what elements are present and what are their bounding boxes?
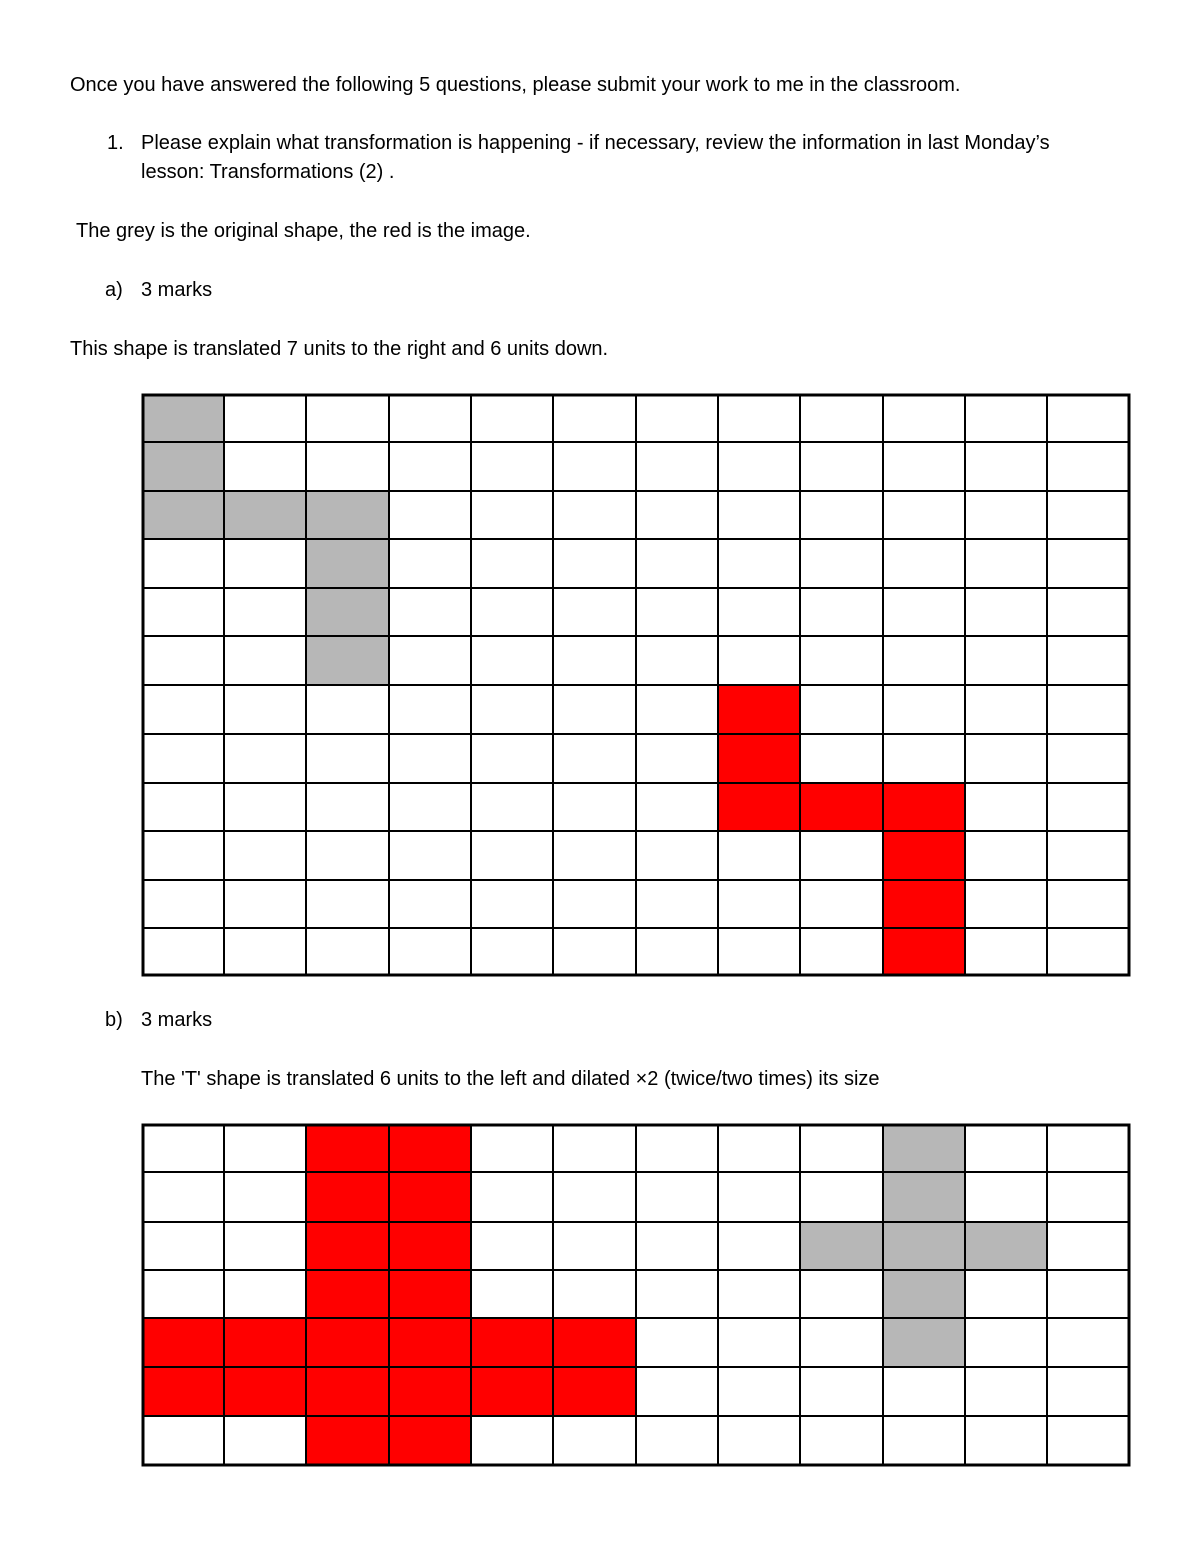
- grid-cell: [800, 928, 883, 975]
- grid-cell: [224, 685, 306, 734]
- grid-cell: [800, 395, 883, 442]
- grid-cell: [965, 1270, 1047, 1318]
- grid-cell: [306, 880, 389, 928]
- image-cell: [883, 928, 965, 975]
- grid-cell: [224, 588, 306, 636]
- grid-cell: [224, 734, 306, 783]
- grid-cell: [143, 1416, 224, 1465]
- grid-cell: [553, 1416, 636, 1465]
- grid-cell: [1047, 1318, 1129, 1367]
- grid-cell: [800, 442, 883, 491]
- grid-cell: [553, 539, 636, 588]
- grid-cell: [389, 442, 471, 491]
- grid-cell: [800, 1367, 883, 1416]
- grid-cell: [471, 880, 553, 928]
- grid-cell: [553, 783, 636, 831]
- grid-cell: [224, 1270, 306, 1318]
- original-cell: [143, 491, 224, 539]
- grid-cell: [471, 491, 553, 539]
- original-cell: [143, 395, 224, 442]
- image-cell: [389, 1367, 471, 1416]
- grid-cell: [965, 1416, 1047, 1465]
- image-cell: [883, 831, 965, 880]
- grid-cell: [224, 636, 306, 685]
- image-cell: [306, 1270, 389, 1318]
- grid-cell: [471, 685, 553, 734]
- grid-cell: [306, 685, 389, 734]
- grid-cell: [636, 783, 718, 831]
- grid-cell: [143, 1270, 224, 1318]
- grid-cell: [636, 831, 718, 880]
- grid-cell: [471, 831, 553, 880]
- grid-cell: [1047, 1125, 1129, 1172]
- grid-cell: [800, 685, 883, 734]
- grid-cell: [636, 734, 718, 783]
- grid-cell: [718, 1318, 800, 1367]
- grid-part-a: [140, 392, 1132, 978]
- grid-cell: [471, 1416, 553, 1465]
- grid-cell: [471, 1222, 553, 1270]
- grid-cell: [471, 636, 553, 685]
- grid-cell: [553, 588, 636, 636]
- part-a-marks: 3 marks: [141, 279, 213, 301]
- grid-cell: [800, 1270, 883, 1318]
- grid-cell: [389, 588, 471, 636]
- grid-cell: [883, 734, 965, 783]
- color-legend-note: The grey is the original shape, the red is the image.: [76, 220, 531, 242]
- original-cell: [224, 491, 306, 539]
- original-cell: [883, 1270, 965, 1318]
- original-cell: [883, 1222, 965, 1270]
- grid-cell: [224, 442, 306, 491]
- image-cell: [306, 1416, 389, 1465]
- grid-cell: [389, 734, 471, 783]
- grid-cell: [1047, 1416, 1129, 1465]
- grid-cell: [143, 928, 224, 975]
- image-cell: [389, 1222, 471, 1270]
- grid-cell: [965, 395, 1047, 442]
- question-text-line-1: Please explain what transformation is happening - if necessary, review the information in last Monday’s: [141, 132, 1050, 154]
- grid-cell: [143, 685, 224, 734]
- grid-cell: [636, 1416, 718, 1465]
- grid-cell: [718, 442, 800, 491]
- grid-cell: [143, 1172, 224, 1222]
- image-cell: [389, 1416, 471, 1465]
- grid-cell: [143, 783, 224, 831]
- grid-cell: [1047, 1172, 1129, 1222]
- part-b-label: b): [105, 1009, 123, 1031]
- grid-cell: [389, 636, 471, 685]
- grid-cell: [553, 831, 636, 880]
- grid-cell: [718, 588, 800, 636]
- grid-cell: [553, 395, 636, 442]
- image-cell: [389, 1172, 471, 1222]
- grid-cell: [718, 928, 800, 975]
- grid-cell: [718, 1367, 800, 1416]
- image-cell: [800, 783, 883, 831]
- original-cell: [883, 1318, 965, 1367]
- grid-cell: [1047, 442, 1129, 491]
- grid-cell: [800, 880, 883, 928]
- image-cell: [389, 1125, 471, 1172]
- grid-cell: [636, 1318, 718, 1367]
- image-cell: [306, 1222, 389, 1270]
- original-cell: [306, 539, 389, 588]
- image-cell: [718, 783, 800, 831]
- grid-cell: [389, 928, 471, 975]
- part-a-label: a): [105, 279, 123, 301]
- grid-cell: [389, 685, 471, 734]
- grid-cell: [143, 539, 224, 588]
- image-cell: [553, 1318, 636, 1367]
- grid-cell: [965, 783, 1047, 831]
- grid-cell: [1047, 539, 1129, 588]
- original-cell: [800, 1222, 883, 1270]
- grid-cell: [224, 880, 306, 928]
- image-cell: [143, 1367, 224, 1416]
- grid-cell: [143, 880, 224, 928]
- grid-cell: [800, 588, 883, 636]
- grid-cell: [965, 442, 1047, 491]
- grid-cell: [1047, 685, 1129, 734]
- grid-cell: [1047, 1222, 1129, 1270]
- grid-cell: [389, 395, 471, 442]
- image-cell: [471, 1318, 553, 1367]
- grid-cell: [553, 928, 636, 975]
- grid-cell: [306, 783, 389, 831]
- grid-cell: [965, 1172, 1047, 1222]
- grid-cell: [1047, 395, 1129, 442]
- grid-cell: [718, 1125, 800, 1172]
- grid-cell: [718, 636, 800, 685]
- grid-cell: [471, 588, 553, 636]
- grid-cell: [553, 685, 636, 734]
- grid-cell: [389, 539, 471, 588]
- grid-cell: [306, 831, 389, 880]
- grid-cell: [636, 928, 718, 975]
- image-cell: [883, 880, 965, 928]
- grid-cell: [636, 636, 718, 685]
- grid-cell: [965, 1125, 1047, 1172]
- grid-cell: [389, 491, 471, 539]
- grid-cell: [636, 685, 718, 734]
- grid-cell: [471, 783, 553, 831]
- original-cell: [306, 491, 389, 539]
- grid-cell: [553, 491, 636, 539]
- grid-cell: [1047, 783, 1129, 831]
- grid-cell: [883, 1416, 965, 1465]
- grid-cell: [306, 442, 389, 491]
- grid-cell: [224, 395, 306, 442]
- image-cell: [718, 734, 800, 783]
- grid-cell: [224, 1172, 306, 1222]
- grid-cell: [800, 1318, 883, 1367]
- grid-cell: [718, 831, 800, 880]
- grid-cell: [1047, 880, 1129, 928]
- grid-cell: [471, 442, 553, 491]
- original-cell: [306, 588, 389, 636]
- grid-cell: [636, 1172, 718, 1222]
- grid-cell: [883, 685, 965, 734]
- grid-cell: [553, 1270, 636, 1318]
- grid-cell: [306, 928, 389, 975]
- grid-cell: [965, 588, 1047, 636]
- image-cell: [143, 1318, 224, 1367]
- grid-cell: [1047, 491, 1129, 539]
- grid-cell: [389, 783, 471, 831]
- grid-cell: [553, 1222, 636, 1270]
- original-cell: [883, 1172, 965, 1222]
- grid-cell: [800, 539, 883, 588]
- grid-cell: [224, 539, 306, 588]
- question-text-line-2: lesson: Transformations (2) .: [141, 161, 395, 183]
- grid-cell: [636, 442, 718, 491]
- grid-cell: [883, 636, 965, 685]
- grid-cell: [553, 734, 636, 783]
- grid-cell: [1047, 928, 1129, 975]
- grid-cell: [636, 1270, 718, 1318]
- grid-cell: [800, 1125, 883, 1172]
- original-cell: [306, 636, 389, 685]
- grid-cell: [800, 1172, 883, 1222]
- grid-cell: [883, 395, 965, 442]
- grid-cell: [553, 636, 636, 685]
- image-cell: [389, 1270, 471, 1318]
- grid-cell: [1047, 1367, 1129, 1416]
- grid-cell: [553, 442, 636, 491]
- grid-cell: [553, 1125, 636, 1172]
- grid-cell: [965, 831, 1047, 880]
- grid-cell: [471, 395, 553, 442]
- grid-cell: [143, 588, 224, 636]
- grid-cell: [389, 880, 471, 928]
- grid-cell: [553, 880, 636, 928]
- grid-cell: [800, 491, 883, 539]
- grid-cell: [1047, 588, 1129, 636]
- grid-cell: [965, 491, 1047, 539]
- grid-cell: [800, 831, 883, 880]
- grid-cell: [224, 1125, 306, 1172]
- grid-cell: [800, 1416, 883, 1465]
- image-cell: [883, 783, 965, 831]
- grid-cell: [471, 734, 553, 783]
- grid-cell: [883, 1367, 965, 1416]
- instructions-intro: Once you have answered the following 5 questions, please submit your work to me in the classroom.: [70, 74, 961, 96]
- grid-cell: [636, 539, 718, 588]
- image-cell: [224, 1318, 306, 1367]
- part-b-marks: 3 marks: [141, 1009, 213, 1031]
- image-cell: [306, 1172, 389, 1222]
- grid-cell: [965, 880, 1047, 928]
- grid-cell: [143, 1125, 224, 1172]
- grid-cell: [306, 734, 389, 783]
- grid-cell: [965, 1318, 1047, 1367]
- grid-cell: [1047, 1270, 1129, 1318]
- grid-cell: [718, 1416, 800, 1465]
- image-cell: [471, 1367, 553, 1416]
- grid-cell: [718, 1172, 800, 1222]
- image-cell: [224, 1367, 306, 1416]
- image-cell: [718, 685, 800, 734]
- grid-cell: [636, 1125, 718, 1172]
- grid-cell: [471, 1270, 553, 1318]
- part-a-answer: This shape is translated 7 units to the right and 6 units down.: [70, 338, 609, 360]
- original-cell: [143, 442, 224, 491]
- grid-cell: [224, 831, 306, 880]
- grid-cell: [636, 395, 718, 442]
- grid-cell: [224, 1222, 306, 1270]
- grid-cell: [718, 1222, 800, 1270]
- grid-cell: [471, 1172, 553, 1222]
- grid-cell: [718, 491, 800, 539]
- grid-cell: [224, 1416, 306, 1465]
- grid-cell: [143, 734, 224, 783]
- grid-cell: [636, 880, 718, 928]
- grid-cell: [718, 1270, 800, 1318]
- grid-cell: [883, 491, 965, 539]
- grid-cell: [143, 636, 224, 685]
- part-b-answer: The 'T' shape is translated 6 units to the left and dilated ×2 (twice/two times) its size: [141, 1068, 880, 1090]
- grid-cell: [143, 1222, 224, 1270]
- image-cell: [389, 1318, 471, 1367]
- grid-cell: [224, 783, 306, 831]
- grid-cell: [883, 442, 965, 491]
- image-cell: [306, 1318, 389, 1367]
- grid-cell: [224, 928, 306, 975]
- grid-cell: [306, 395, 389, 442]
- grid-cell: [553, 1172, 636, 1222]
- grid-cell: [636, 588, 718, 636]
- grid-cell: [965, 636, 1047, 685]
- grid-cell: [636, 1222, 718, 1270]
- grid-cell: [718, 539, 800, 588]
- grid-cell: [471, 539, 553, 588]
- grid-cell: [718, 395, 800, 442]
- grid-cell: [636, 491, 718, 539]
- grid-cell: [883, 539, 965, 588]
- grid-cell: [883, 588, 965, 636]
- grid-cell: [800, 734, 883, 783]
- grid-cell: [1047, 831, 1129, 880]
- grid-cell: [965, 685, 1047, 734]
- grid-cell: [800, 636, 883, 685]
- image-cell: [553, 1367, 636, 1416]
- grid-cell: [389, 831, 471, 880]
- grid-cell: [471, 1125, 553, 1172]
- original-cell: [965, 1222, 1047, 1270]
- image-cell: [306, 1125, 389, 1172]
- grid-cell: [636, 1367, 718, 1416]
- grid-cell: [1047, 734, 1129, 783]
- grid-cell: [965, 539, 1047, 588]
- grid-cell: [965, 734, 1047, 783]
- original-cell: [883, 1125, 965, 1172]
- image-cell: [306, 1367, 389, 1416]
- grid-cell: [1047, 636, 1129, 685]
- question-number: 1.: [107, 132, 124, 154]
- grid-part-b: [140, 1122, 1132, 1468]
- grid-cell: [143, 831, 224, 880]
- grid-cell: [965, 1367, 1047, 1416]
- grid-cell: [718, 880, 800, 928]
- grid-cell: [471, 928, 553, 975]
- grid-cell: [965, 928, 1047, 975]
